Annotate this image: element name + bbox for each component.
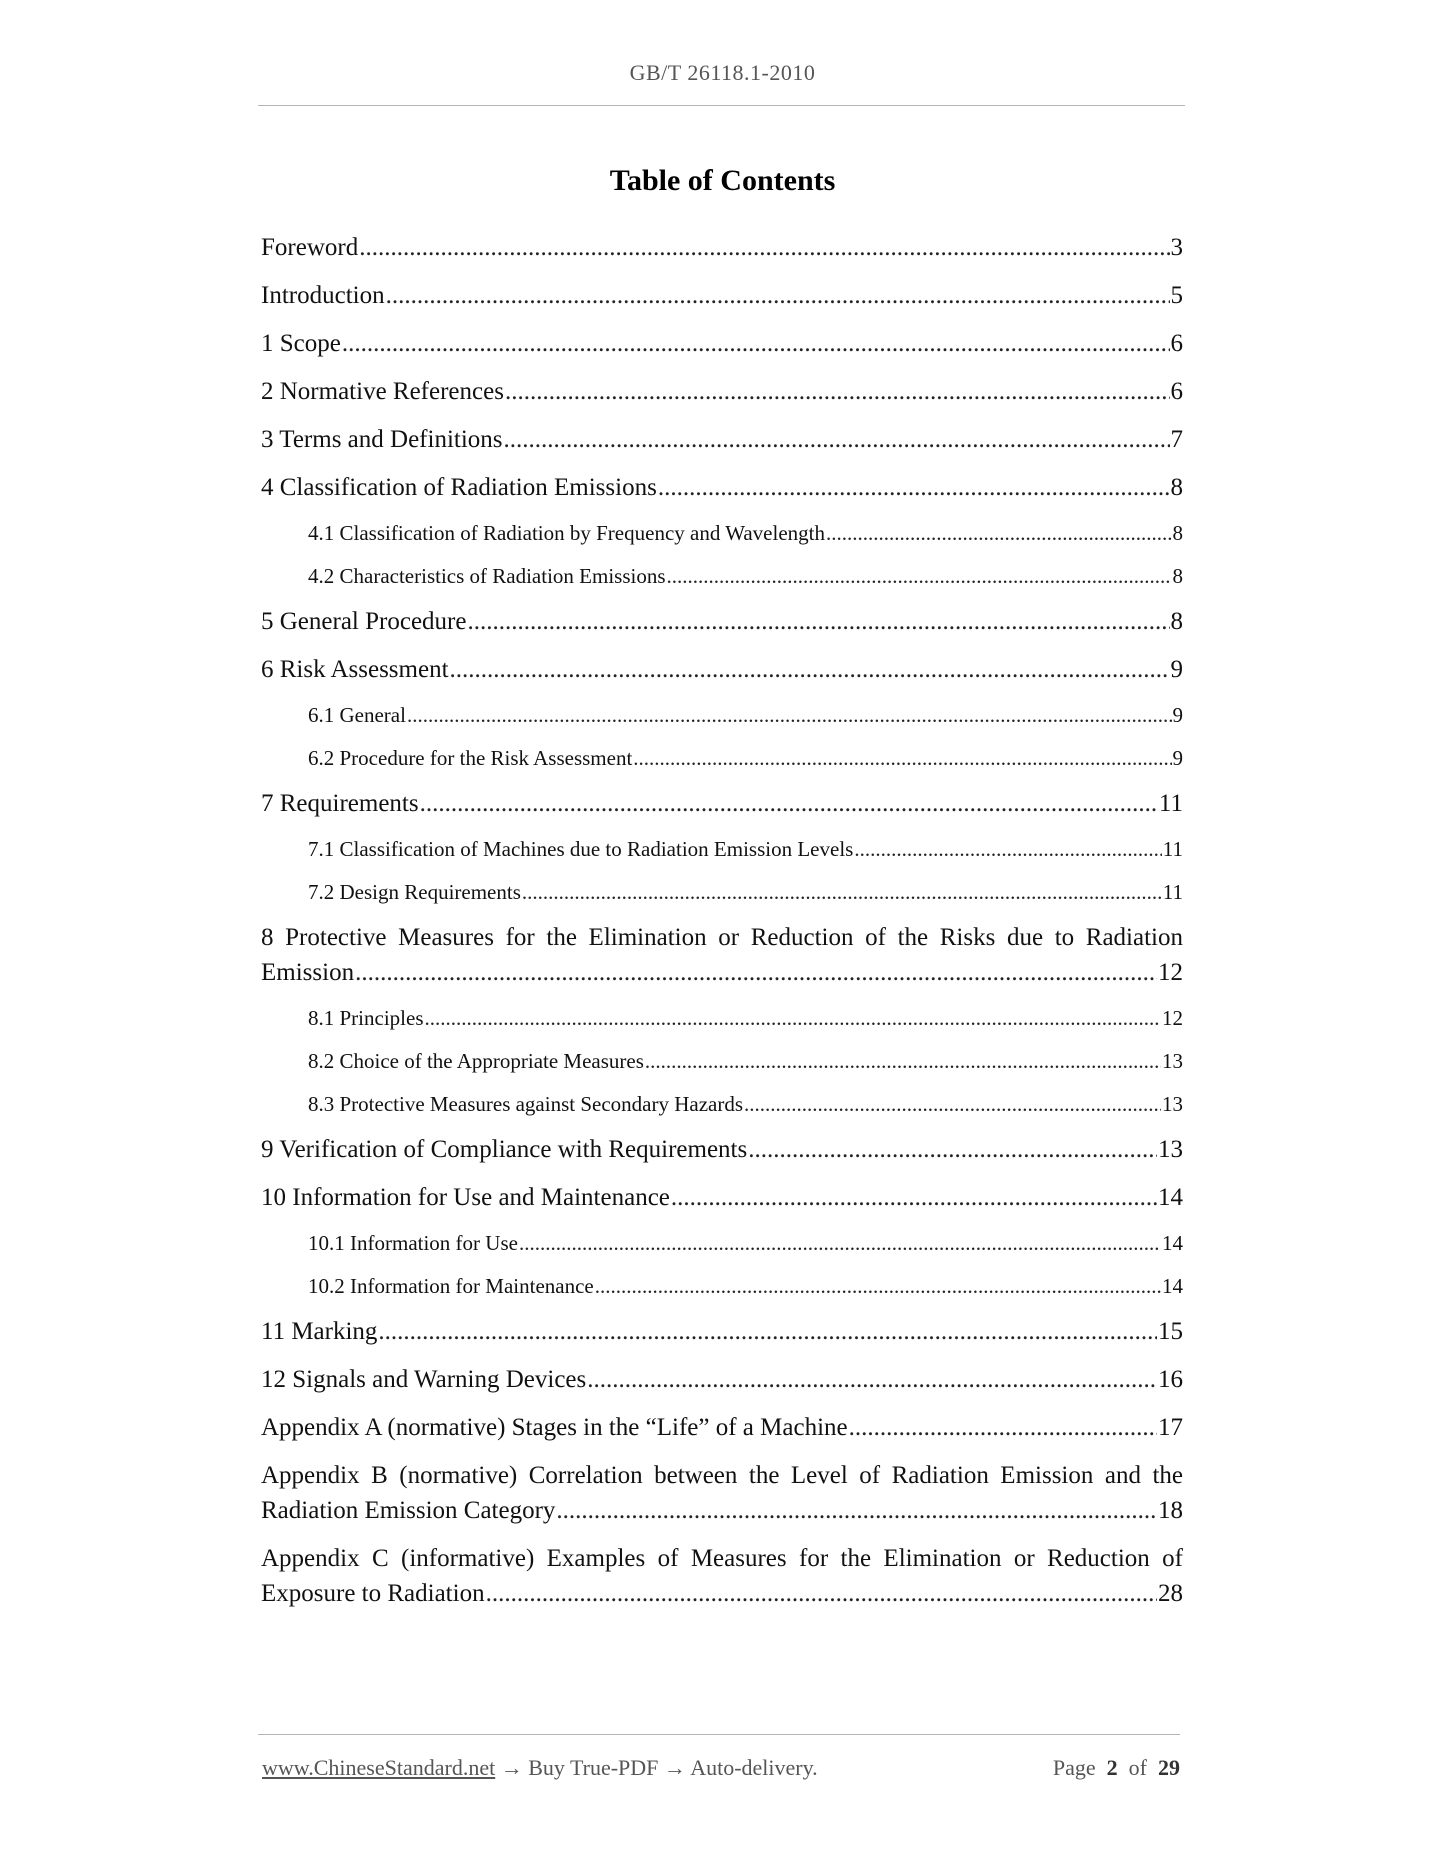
footer-divider [258,1734,1180,1735]
toc-entry-line [308,1003,1183,1033]
toc-entry-label: Exposure to Radiation [261,1580,485,1607]
toc-subentry[interactable] [261,1228,1183,1258]
toc-entry[interactable] [261,652,1183,687]
toc-entry[interactable] [261,1410,1183,1445]
toc-page-number: 14 [1162,1231,1183,1255]
toc-entry[interactable] [261,278,1183,313]
page-number [1053,1755,1180,1781]
toc-entry[interactable] [261,1132,1183,1167]
dot-leader [425,1003,1162,1033]
toc-entry-label: 10 Information for Use and Maintenance [261,1184,670,1211]
toc-entry[interactable] [261,230,1183,265]
toc-page-number: 6 [1170,330,1183,357]
toc-page-number: 14 [1158,1184,1183,1211]
page-footer [262,1755,1180,1781]
toc-page-number: 13 [1158,1136,1183,1163]
toc-entry-line [261,955,1183,990]
dot-leader [826,518,1172,548]
table-of-contents [261,230,1183,1624]
toc-entry-line [308,834,1183,864]
toc-subentry[interactable] [261,1046,1183,1076]
toc-page-number: 15 [1158,1318,1183,1345]
toc-entry-line [308,518,1183,548]
page-total: 29 [1158,1755,1180,1780]
toc-subentry[interactable] [261,743,1183,773]
toc-entry[interactable] [261,786,1183,821]
toc-entry-label: 5 General Procedure [261,608,467,635]
toc-entry[interactable] [261,1362,1183,1397]
toc-entry-label-line1: Appendix C (informative) Examples of Measures for the Elimination or Reduction of [261,1545,1183,1572]
toc-entry-line [308,1228,1183,1258]
toc-entry-label: 12 Signals and Warning Devices [261,1366,587,1393]
toc-entry[interactable] [261,1314,1183,1349]
toc-entry-label: 6 Risk Assessment [261,656,449,683]
toc-entry-label: Radiation Emission Category [261,1497,556,1524]
toc-subentry[interactable] [261,1089,1183,1119]
toc-page-number: 11 [1162,880,1183,904]
toc-entry-label: 7.2 Design Requirements [308,880,521,904]
toc-entry-label: 10.1 Information for Use [308,1231,518,1255]
page-of: of [1128,1755,1147,1780]
toc-entry-label: 9 Verification of Compliance with Requirements [261,1136,748,1163]
toc-subentry[interactable] [261,561,1183,591]
toc-page-number: 7 [1170,426,1183,453]
toc-entry-line [261,230,1183,265]
dot-leader [486,1576,1157,1611]
page-prefix: Page [1052,1755,1096,1780]
toc-page-number: 8 [1172,564,1183,588]
toc-entry-label: 2 Normative References [261,378,504,405]
dot-leader [505,374,1170,409]
toc-subentry[interactable] [261,1271,1183,1301]
toc-entry-line [261,1410,1183,1445]
dot-leader [658,470,1170,505]
dot-leader [522,877,1162,907]
dot-leader [595,1271,1161,1301]
dot-leader [386,278,1170,313]
dot-leader [854,834,1161,864]
toc-page-number: 14 [1162,1274,1183,1298]
dot-leader [359,230,1169,265]
dot-leader [420,786,1158,821]
toc-entry-line [261,1314,1183,1349]
toc-entry-label: 7 Requirements [261,790,419,817]
toc-entry-line [308,561,1183,591]
toc-entry-label: 1 Scope [261,330,341,357]
toc-page-number: 11 [1158,790,1183,817]
toc-page-number: 18 [1158,1497,1183,1524]
toc-page-number: 9 [1172,703,1183,727]
toc-entry-line [261,1576,1183,1611]
toc-entry-line [261,374,1183,409]
toc-subentry[interactable] [261,1003,1183,1033]
toc-entry-line [261,278,1183,313]
toc-page-number: 17 [1158,1414,1183,1441]
toc-entry-line [308,877,1183,907]
header-divider [258,105,1185,106]
toc-entry-line [261,470,1183,505]
toc-page-number: 13 [1162,1092,1183,1116]
toc-entry-label-line1: Appendix B (normative) Correlation between the Level of Radiation Emission and the [261,1462,1183,1489]
toc-entry[interactable] [261,1180,1183,1215]
toc-entry-line [308,1089,1183,1119]
dot-leader [748,1132,1157,1167]
toc-entry-label: 7.1 Classification of Machines due to Radiation Emission Levels [308,837,854,861]
toc-entry-line [308,1271,1183,1301]
dot-leader [556,1493,1157,1528]
toc-page-number: 9 [1170,656,1183,683]
toc-entry-line [261,786,1183,821]
toc-page-number: 13 [1162,1049,1183,1073]
toc-entry-line [261,1132,1183,1167]
toc-entry-label: 8.3 Protective Measures against Secondary Hazards [308,1092,744,1116]
toc-entry-line [308,743,1183,773]
toc-page-number: 8 [1170,474,1183,501]
toc-entry-line [261,326,1183,361]
dot-leader [342,326,1170,361]
toc-entry[interactable] [261,1458,1183,1528]
toc-page-number: 9 [1172,746,1183,770]
toc-subentry[interactable] [261,834,1183,864]
toc-entry-line [261,422,1183,457]
toc-entry[interactable] [261,326,1183,361]
toc-entry[interactable] [261,422,1183,457]
dot-leader [407,700,1172,730]
footer-promo-text: → Buy True-PDF → Auto-delivery. [495,1755,818,1780]
toc-entry-line [261,652,1183,687]
footer-promo [262,1755,818,1781]
toc-entry-label: 6.1 General [308,703,406,727]
toc-entry[interactable] [261,604,1183,639]
dot-leader [744,1089,1161,1119]
toc-entry-label: Foreword [261,234,359,261]
dot-leader [671,1180,1157,1215]
toc-entry-label: 8.1 Principles [308,1006,424,1030]
dot-leader [519,1228,1161,1258]
toc-entry[interactable] [261,374,1183,409]
toc-entry-line [261,1180,1183,1215]
toc-page-number: 12 [1162,1006,1183,1030]
toc-entry-label: 6.2 Procedure for the Risk Assessment [308,746,633,770]
dot-leader [355,955,1157,990]
toc-entry-label: Appendix A (normative) Stages in the “Life” of a Machine [261,1414,848,1441]
toc-entry-line [261,1362,1183,1397]
toc-entry-label: 4.1 Classification of Radiation by Frequency and Wavelength [308,521,825,545]
toc-entry-label: 3 Terms and Definitions [261,426,503,453]
toc-page-number: 11 [1162,837,1183,861]
toc-page-number: 28 [1158,1580,1183,1607]
dot-leader [467,604,1169,639]
toc-entry-label: 4 Classification of Radiation Emissions [261,474,657,501]
toc-subentry[interactable] [261,877,1183,907]
toc-page-number: 12 [1158,959,1183,986]
toc-page-number: 6 [1170,378,1183,405]
dot-leader [450,652,1170,687]
toc-entry-label: 10.2 Information for Maintenance [308,1274,594,1298]
toc-page-number: 5 [1170,282,1183,309]
dot-leader [378,1314,1157,1349]
page-title: Table of Contents [609,164,836,197]
toc-page-number: 8 [1170,608,1183,635]
dot-leader [667,561,1172,591]
document-header: GB/T 26118.1-2010 [629,60,816,85]
toc-subentry[interactable] [261,518,1183,548]
toc-entry-label: Emission [261,959,355,986]
toc-entry[interactable] [261,920,1183,990]
toc-entry[interactable] [261,1541,1183,1611]
dot-leader [849,1410,1157,1445]
toc-entry-line [308,700,1183,730]
toc-entry-line [308,1046,1183,1076]
dot-leader [633,743,1171,773]
site-link[interactable]: www.ChineseStandard.net [262,1755,496,1780]
toc-entry-label: 8.2 Choice of the Appropriate Measures [308,1049,644,1073]
toc-entry-label-line1: 8 Protective Measures for the Elimination or Reduction of the Risks due to Radiation [261,924,1183,951]
dot-leader [587,1362,1157,1397]
toc-page-number: 8 [1172,521,1183,545]
toc-subentry[interactable] [261,700,1183,730]
dot-leader [504,422,1170,457]
toc-entry-line [261,1493,1183,1528]
toc-entry-line [261,604,1183,639]
dot-leader [645,1046,1161,1076]
toc-entry-label: 11 Marking [261,1318,378,1345]
toc-entry[interactable] [261,470,1183,505]
toc-page-number: 16 [1158,1366,1183,1393]
toc-entry-label: Introduction [261,282,385,309]
toc-entry-label: 4.2 Characteristics of Radiation Emissions [308,564,666,588]
toc-page-number: 3 [1170,234,1183,261]
page-current: 2 [1106,1755,1118,1780]
